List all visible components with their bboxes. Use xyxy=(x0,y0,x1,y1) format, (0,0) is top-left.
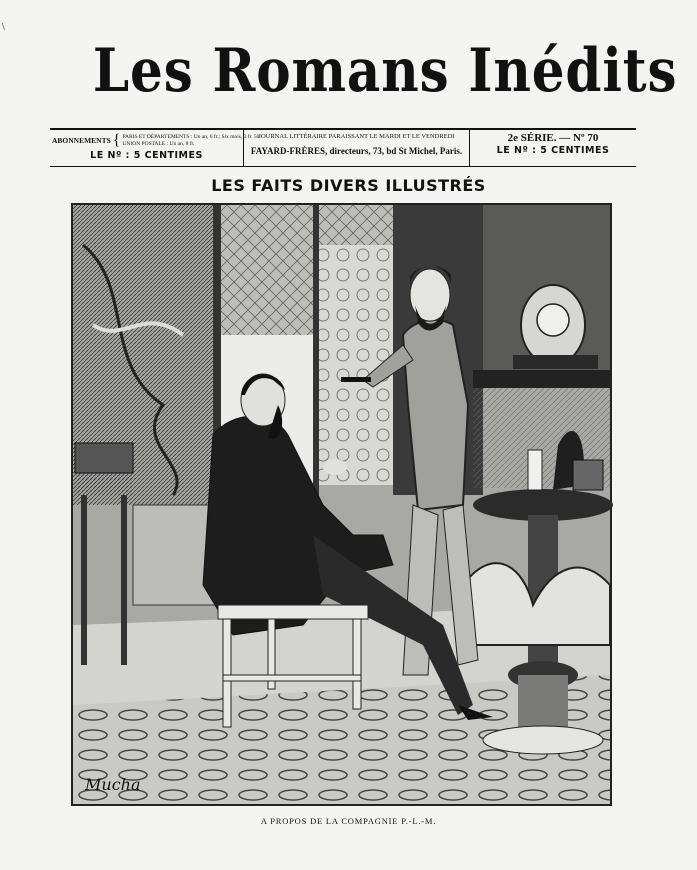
window-lattice xyxy=(218,245,318,335)
issue-cell xyxy=(470,130,636,166)
brace-glyph: { xyxy=(112,131,121,149)
illustration-caption: A PROPOS DE LA COMPAGNIE P.-L.-M. xyxy=(260,816,437,826)
journal-description: JOURNAL LITTÉRAIRE PARAISSANT LE MARDI ET LE VENDREDI xyxy=(258,133,455,140)
page-corner-mark: \ xyxy=(2,22,5,33)
publisher-address: FAYARD-FRÈRES, directeurs, 73, bd St Michel, Paris. xyxy=(250,146,463,156)
subscription-rate-line: UNION POSTALE : Un an, 8 fr. xyxy=(122,140,195,147)
masthead-info-bar xyxy=(50,128,636,167)
publisher-cell xyxy=(244,130,470,166)
window-transom xyxy=(218,205,393,245)
mantelpiece xyxy=(473,370,610,388)
engraving-drawing xyxy=(73,205,610,804)
issue-price-right: LE Nº : 5 CENTIMES xyxy=(496,145,610,156)
artist-signature: Mucha xyxy=(85,775,141,794)
issue-series-number: 2e SÉRIE. — Nº 70 xyxy=(507,132,599,144)
engraving-illustration xyxy=(71,203,612,806)
section-title: LES FAITS DIVERS ILLUSTRÉS xyxy=(211,176,486,195)
issue-price-left: LE Nº : 5 CENTIMES xyxy=(90,150,203,161)
newspaper-masthead: Les Romans Inédits xyxy=(92,36,678,106)
subscription-label: ABONNEMENTS xyxy=(52,136,111,145)
subscription-cell xyxy=(50,130,261,166)
subscription-rate-line: PARIS ET DÉPARTEMENTS : Un an, 6 fr.; Six mois, 3 fr. 50. xyxy=(122,133,261,140)
